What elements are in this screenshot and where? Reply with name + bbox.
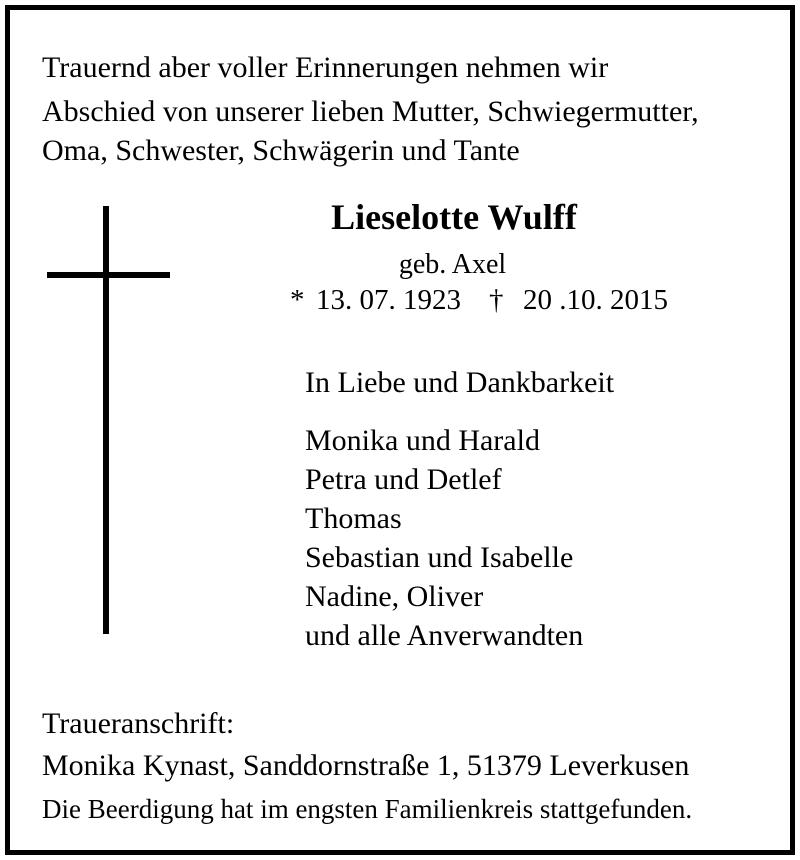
funeral-note: Die Beerdigung hat im engsten Familienkreis stattgefunden. <box>42 794 693 824</box>
mourners-heading: In Liebe und Dankbarkeit <box>305 366 615 399</box>
intro-line-3: Oma, Schwester, Schwägerin und Tante <box>42 134 520 167</box>
birth-date: 13. 07. 1923 <box>316 284 461 316</box>
obituary-notice <box>5 5 795 855</box>
mourner-name-6: und alle Anverwandten <box>305 619 584 652</box>
intro-line-1: Trauernd aber voller Erinnerungen nehmen wir <box>42 51 609 84</box>
mourner-name-2: Petra und Detlef <box>305 463 502 496</box>
mourner-name-1: Monika und Harald <box>305 424 540 457</box>
mourner-name-5: Nadine, Oliver <box>305 580 484 613</box>
born-name: geb. Axel <box>398 249 507 280</box>
address-label: Traueranschrift: <box>42 707 235 740</box>
life-dates <box>290 286 668 315</box>
intro-line-2: Abschied von unserer lieben Mutter, Schwiegermutter, <box>42 95 699 128</box>
death-symbol: † <box>489 284 504 316</box>
deceased-name: Lieselotte Wulff <box>331 197 577 237</box>
mourning-address: Monika Kynast, Sanddornstraße 1, 51379 Leverkusen <box>42 749 690 782</box>
birth-symbol: * <box>290 284 305 316</box>
mourner-name-3: Thomas <box>305 502 402 535</box>
mourner-name-4: Sebastian und Isabelle <box>305 541 574 574</box>
death-date: 20 .10. 2015 <box>523 284 668 316</box>
